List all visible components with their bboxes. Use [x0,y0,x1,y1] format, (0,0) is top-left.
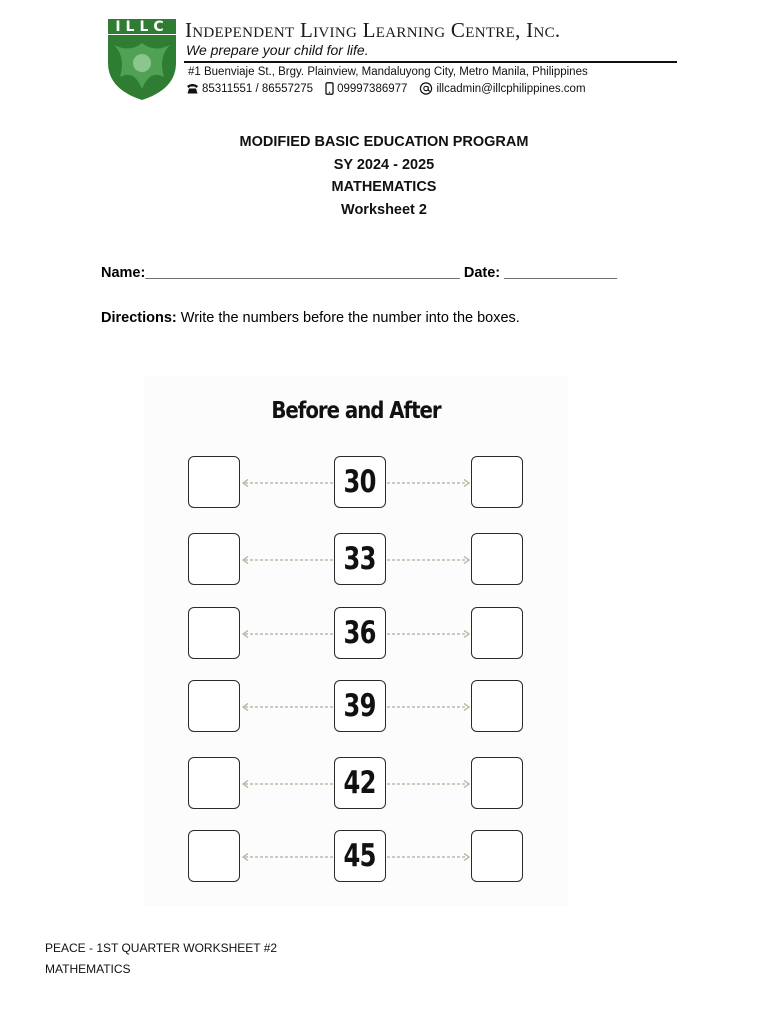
before-answer-box[interactable] [188,680,240,732]
left-arrow-icon [241,777,333,789]
organization-name: Independent Living Learning Centre, Inc. [185,18,561,42]
contact-line [186,82,586,95]
after-answer-box[interactable] [471,757,523,809]
svg-text:ILLC: ILLC [115,19,169,35]
given-number-box [334,680,386,732]
given-number: 45 [343,838,377,874]
given-number: 30 [343,464,377,500]
left-arrow-icon [241,476,333,488]
given-number-box [334,456,386,508]
school-year: SY 2024 - 2025 [333,156,435,173]
left-arrow-icon [241,627,333,639]
after-answer-box[interactable] [471,830,523,882]
right-arrow-icon [387,627,471,639]
right-arrow-icon [387,476,471,488]
mobile-icon [325,82,334,95]
title-block [0,131,768,221]
worksheet-graphic-title: Before and After [271,398,441,424]
given-number-box [334,533,386,585]
directions-text: Write the numbers before the number into the boxes. [180,310,520,326]
header-rule [184,61,677,63]
left-arrow-icon [241,700,333,712]
mobile-number: 09997386977 [337,82,408,95]
number-row [144,607,568,659]
number-row [144,680,568,732]
program-title: MODIFIED BASIC EDUCATION PROGRAM [239,134,529,150]
number-row [144,533,568,585]
given-number: 42 [343,765,377,801]
address: #1 Buenviaje St., Brgy. Plainview, Mandaluyong City, Metro Manila, Philippines [188,66,588,78]
after-answer-box[interactable] [471,456,523,508]
school-logo [106,17,178,101]
subject-title: MATHEMATICS [331,179,437,195]
given-number-box [334,757,386,809]
name-date-line: Name:_______________________________________ Date: ______________ [101,265,618,281]
number-row [144,757,568,809]
given-number-box [334,830,386,882]
number-row [144,830,568,882]
email-icon [419,82,433,95]
given-number: 39 [343,688,377,724]
phone-icon [186,83,199,94]
given-number: 33 [343,541,377,577]
directions [101,310,520,326]
given-number: 36 [343,615,377,651]
after-answer-box[interactable] [471,680,523,732]
before-answer-box[interactable] [188,830,240,882]
directions-label: Directions: [101,310,177,326]
before-after-worksheet [144,376,568,906]
number-row [144,456,568,508]
left-arrow-icon [241,553,333,565]
after-answer-box[interactable] [471,607,523,659]
phone-numbers: 85311551 / 86557275 [202,82,314,95]
after-answer-box[interactable] [471,533,523,585]
tagline: We prepare your child for life. [186,42,369,58]
right-arrow-icon [387,700,471,712]
right-arrow-icon [387,777,471,789]
given-number-box [334,607,386,659]
right-arrow-icon [387,850,471,862]
email-address: illcadmin@illcphilippines.com [436,82,586,95]
footer-line-2: MATHEMATICS [45,962,131,976]
before-answer-box[interactable] [188,757,240,809]
worksheet-title: Worksheet 2 [341,201,427,218]
footer [45,938,277,980]
footer-line-1: PEACE - 1ST QUARTER WORKSHEET #2 [45,941,278,955]
left-arrow-icon [241,850,333,862]
before-answer-box[interactable] [188,456,240,508]
before-answer-box[interactable] [188,533,240,585]
before-answer-box[interactable] [188,607,240,659]
right-arrow-icon [387,553,471,565]
